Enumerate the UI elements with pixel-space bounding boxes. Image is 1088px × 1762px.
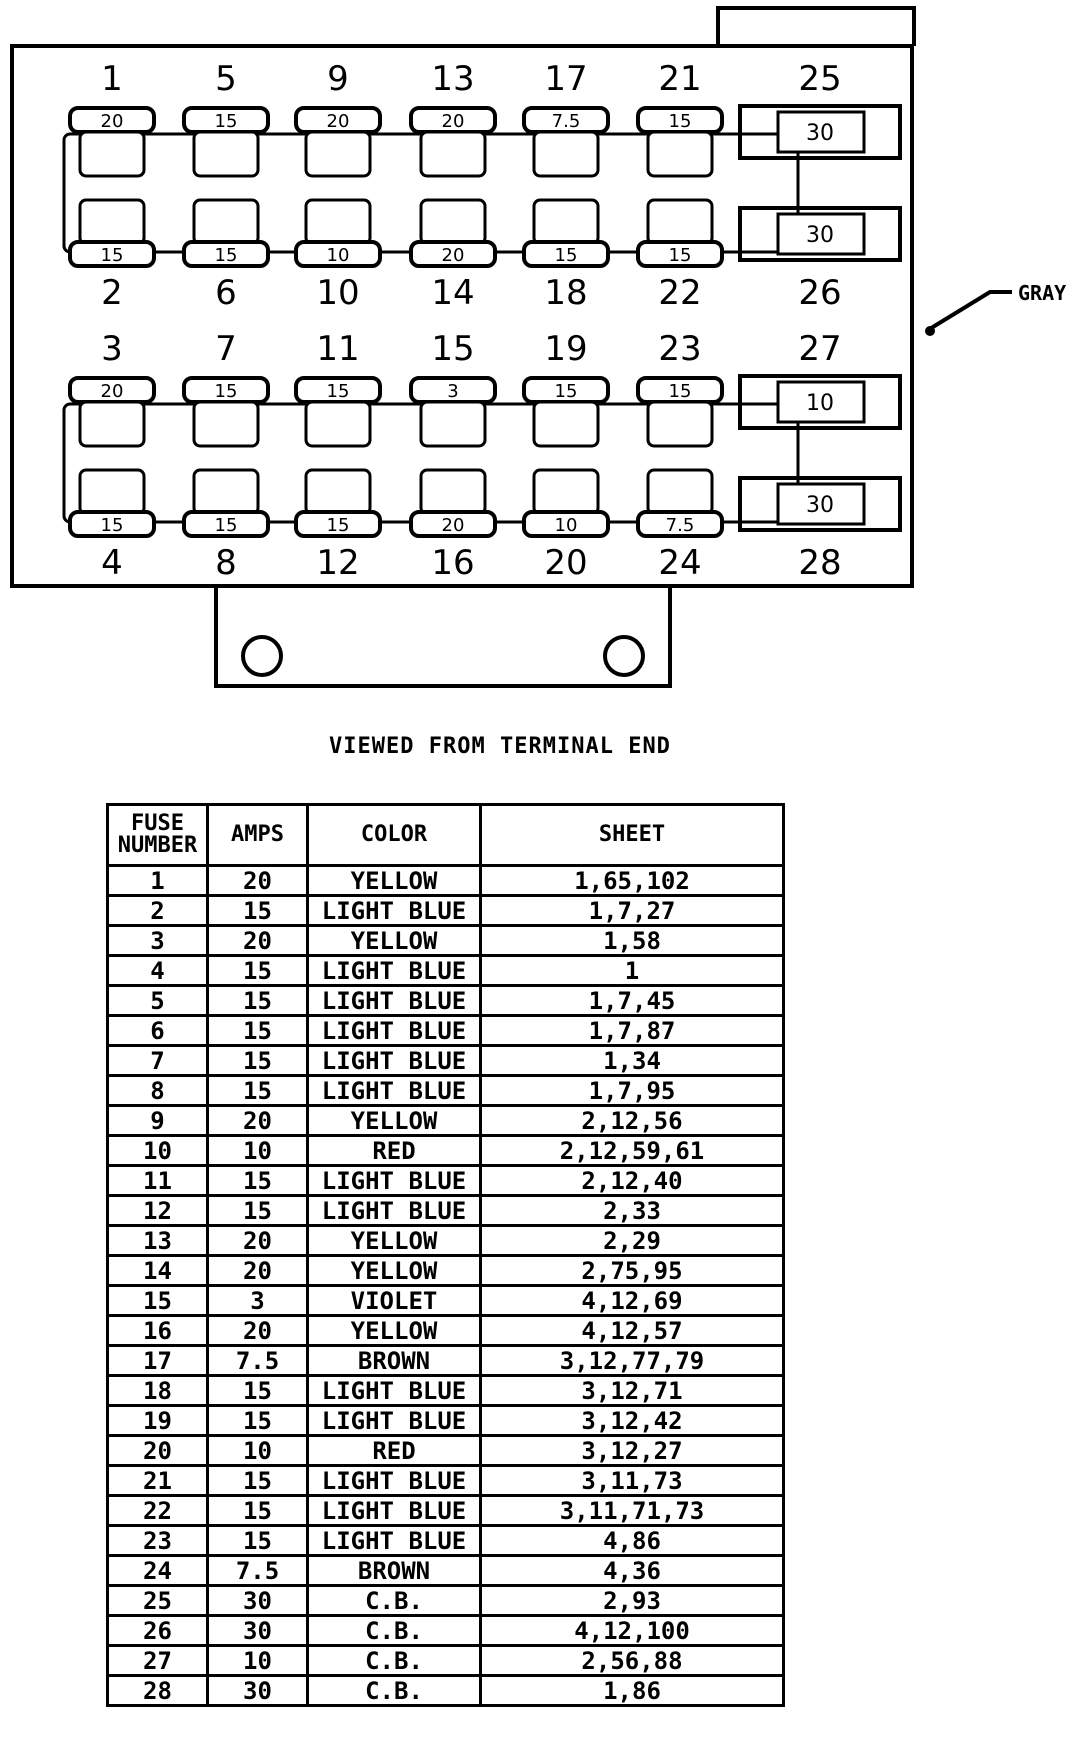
cell-fuse-number: 9 [108, 1106, 208, 1136]
housing-top-tab [718, 8, 914, 46]
cell-fuse-number: 27 [108, 1646, 208, 1676]
fuse-number-label: 11 [316, 329, 360, 369]
fuse-number-label: 22 [658, 273, 702, 313]
mounting-hole-right [605, 637, 643, 675]
cell-sheet: 2,33 [481, 1196, 784, 1226]
fuse-number-label: 24 [658, 543, 702, 583]
cell-sheet: 4,36 [481, 1556, 784, 1586]
cell-color: LIGHT BLUE [308, 896, 481, 926]
table-row [108, 1136, 784, 1166]
cell-fuse-number: 23 [108, 1526, 208, 1556]
table-row [108, 1226, 784, 1256]
cell-color: YELLOW [308, 1106, 481, 1136]
cell-fuse-number: 5 [108, 986, 208, 1016]
cell-color: BROWN [308, 1556, 481, 1586]
fuse-amp-rating: 15 [326, 381, 350, 402]
cell-sheet: 2,12,59,61 [481, 1136, 784, 1166]
cell-fuse-number: 18 [108, 1376, 208, 1406]
cell-amps: 30 [208, 1676, 308, 1706]
table-row [108, 1076, 784, 1106]
table-row [108, 1496, 784, 1526]
cell-fuse-number: 25 [108, 1586, 208, 1616]
cell-color: BROWN [308, 1346, 481, 1376]
fuse-terminal [648, 132, 712, 176]
breaker-amp-rating: 30 [806, 493, 834, 518]
header-fuse-number: FUSE NUMBER [108, 805, 208, 866]
fuse-number-label: 16 [431, 543, 475, 583]
fuse-number-label: 10 [316, 273, 360, 313]
cell-fuse-number: 3 [108, 926, 208, 956]
cell-fuse-number: 20 [108, 1436, 208, 1466]
fuse-amp-rating: 20 [441, 515, 465, 536]
cell-color: LIGHT BLUE [308, 1526, 481, 1556]
cell-color: YELLOW [308, 1226, 481, 1256]
fuse-terminal [306, 402, 370, 446]
fuse-terminal [421, 200, 485, 244]
cell-sheet: 3,11,71,73 [481, 1496, 784, 1526]
cell-color: RED [308, 1136, 481, 1166]
cell-fuse-number: 13 [108, 1226, 208, 1256]
fuse-number-label: 2 [101, 273, 123, 313]
cell-fuse-number: 7 [108, 1046, 208, 1076]
table-row [108, 1556, 784, 1586]
cell-fuse-number: 17 [108, 1346, 208, 1376]
cell-fuse-number: 2 [108, 896, 208, 926]
table-row [108, 1616, 784, 1646]
cell-sheet: 3,12,71 [481, 1376, 784, 1406]
cell-fuse-number: 6 [108, 1016, 208, 1046]
fuse-amp-rating: 15 [554, 245, 578, 266]
table-row [108, 1466, 784, 1496]
cell-amps: 15 [208, 1166, 308, 1196]
fuse-number-label: 15 [431, 329, 475, 369]
fuse-number-label: 18 [544, 273, 588, 313]
fuse-amp-rating: 15 [214, 515, 238, 536]
fuse-number-label: 13 [431, 59, 475, 99]
fuse-terminal [421, 132, 485, 176]
fuse-number-label: 4 [101, 543, 123, 583]
fuse-amp-rating: 15 [554, 381, 578, 402]
breaker-number-label: 26 [798, 273, 842, 313]
cell-sheet: 2,56,88 [481, 1646, 784, 1676]
cell-amps: 7.5 [208, 1556, 308, 1586]
table-row [108, 896, 784, 926]
cell-color: C.B. [308, 1616, 481, 1646]
cell-color: LIGHT BLUE [308, 1466, 481, 1496]
breaker-amp-rating: 30 [806, 121, 834, 146]
cell-amps: 15 [208, 1406, 308, 1436]
cell-fuse-number: 4 [108, 956, 208, 986]
table-row [108, 1166, 784, 1196]
cell-sheet: 2,12,56 [481, 1106, 784, 1136]
breaker-number-label: 25 [798, 59, 842, 99]
table-row [108, 1376, 784, 1406]
table-row [108, 1046, 784, 1076]
fuse-terminal [194, 470, 258, 514]
breaker-number-label: 28 [798, 543, 842, 583]
cell-amps: 7.5 [208, 1346, 308, 1376]
cell-fuse-number: 10 [108, 1136, 208, 1166]
cell-sheet: 4,12,69 [481, 1286, 784, 1316]
header-sheet: SHEET [481, 805, 784, 866]
fuse-amp-rating: 20 [441, 245, 465, 266]
fuse-amp-rating: 15 [100, 245, 124, 266]
mounting-tab [216, 586, 670, 686]
fuse-number-label: 23 [658, 329, 702, 369]
fuse-number-label: 6 [215, 273, 237, 313]
cell-amps: 20 [208, 926, 308, 956]
fuse-number-label: 20 [544, 543, 588, 583]
cell-sheet: 1,58 [481, 926, 784, 956]
fuse-amp-rating: 15 [214, 245, 238, 266]
fuse-terminal [648, 470, 712, 514]
cell-fuse-number: 12 [108, 1196, 208, 1226]
cell-amps: 15 [208, 986, 308, 1016]
cell-amps: 10 [208, 1646, 308, 1676]
cell-sheet: 1,65,102 [481, 866, 784, 896]
cell-color: LIGHT BLUE [308, 956, 481, 986]
fuse-table-body [108, 866, 784, 1706]
table-row [108, 1196, 784, 1226]
table-header-row [108, 805, 784, 866]
cell-color: LIGHT BLUE [308, 1406, 481, 1436]
cell-amps: 20 [208, 1256, 308, 1286]
fuse-terminal [534, 132, 598, 176]
fuse-amp-rating: 15 [214, 381, 238, 402]
fuse-number-label: 1 [101, 59, 123, 99]
cell-amps: 15 [208, 1196, 308, 1226]
fuse-amp-rating: 7.5 [665, 515, 695, 536]
header-amps: AMPS [208, 805, 308, 866]
table-row [108, 1436, 784, 1466]
cell-amps: 15 [208, 1496, 308, 1526]
housing-color-label: GRAY [1018, 281, 1067, 305]
cell-amps: 20 [208, 1316, 308, 1346]
fuse-terminal [534, 200, 598, 244]
fuse-table [106, 803, 785, 1707]
cell-color: YELLOW [308, 866, 481, 896]
cell-sheet: 1,7,87 [481, 1016, 784, 1046]
cell-amps: 10 [208, 1436, 308, 1466]
cell-fuse-number: 21 [108, 1466, 208, 1496]
fuse-amp-rating: 15 [214, 111, 238, 132]
view-caption: VIEWED FROM TERMINAL END [329, 734, 671, 759]
fuse-terminal [194, 132, 258, 176]
table-row [108, 1316, 784, 1346]
cell-amps: 20 [208, 1226, 308, 1256]
fuse-terminal [648, 402, 712, 446]
fuse-block-diagram [0, 0, 1088, 700]
cell-color: RED [308, 1436, 481, 1466]
fuse-amp-rating: 20 [100, 381, 124, 402]
fuse-amp-rating: 10 [554, 515, 578, 536]
cell-amps: 15 [208, 1016, 308, 1046]
fuse-number-label: 17 [544, 59, 588, 99]
cell-color: LIGHT BLUE [308, 1376, 481, 1406]
cell-amps: 20 [208, 866, 308, 896]
cell-fuse-number: 28 [108, 1676, 208, 1706]
cell-amps: 15 [208, 1076, 308, 1106]
cell-color: LIGHT BLUE [308, 1496, 481, 1526]
cell-amps: 10 [208, 1136, 308, 1166]
cell-fuse-number: 14 [108, 1256, 208, 1286]
cell-sheet: 1,7,95 [481, 1076, 784, 1106]
fuse-amp-rating: 20 [441, 111, 465, 132]
cell-amps: 20 [208, 1106, 308, 1136]
table-row [108, 1106, 784, 1136]
fuse-amp-rating: 15 [100, 515, 124, 536]
cell-amps: 15 [208, 1526, 308, 1556]
cell-sheet: 4,12,100 [481, 1616, 784, 1646]
cell-color: VIOLET [308, 1286, 481, 1316]
fuse-number-label: 9 [327, 59, 349, 99]
fuse-terminal [194, 200, 258, 244]
cell-sheet: 4,12,57 [481, 1316, 784, 1346]
cell-color: LIGHT BLUE [308, 1076, 481, 1106]
table-row [108, 866, 784, 896]
cell-sheet: 1 [481, 956, 784, 986]
table-row [108, 956, 784, 986]
cell-sheet: 2,12,40 [481, 1166, 784, 1196]
cell-color: YELLOW [308, 1316, 481, 1346]
table-row [108, 1016, 784, 1046]
fuse-terminal [80, 132, 144, 176]
table-row [108, 1346, 784, 1376]
fuse-terminal [306, 132, 370, 176]
header-color: COLOR [308, 805, 481, 866]
cell-fuse-number: 24 [108, 1556, 208, 1586]
cell-sheet: 2,29 [481, 1226, 784, 1256]
fuse-terminal [80, 402, 144, 446]
table-row [108, 1676, 784, 1706]
cell-color: YELLOW [308, 1256, 481, 1286]
fuse-terminal [80, 200, 144, 244]
fuse-amp-rating: 7.5 [551, 111, 581, 132]
cell-sheet: 3,12,77,79 [481, 1346, 784, 1376]
cell-fuse-number: 19 [108, 1406, 208, 1436]
cell-sheet: 3,11,73 [481, 1466, 784, 1496]
table-row [108, 1526, 784, 1556]
fuse-amp-rating: 3 [447, 381, 459, 402]
cell-sheet: 2,75,95 [481, 1256, 784, 1286]
fuse-terminal [421, 470, 485, 514]
table-row [108, 1256, 784, 1286]
cell-sheet: 3,12,27 [481, 1436, 784, 1466]
fuse-number-label: 21 [658, 59, 702, 99]
table-row [108, 1406, 784, 1436]
cell-fuse-number: 26 [108, 1616, 208, 1646]
cell-fuse-number: 16 [108, 1316, 208, 1346]
fuse-amp-rating: 10 [326, 245, 350, 266]
fuse-number-label: 7 [215, 329, 237, 369]
fuse-amp-rating: 15 [668, 245, 692, 266]
cell-sheet: 2,93 [481, 1586, 784, 1616]
fuse-terminal [306, 470, 370, 514]
mounting-hole-left [243, 637, 281, 675]
cell-sheet: 4,86 [481, 1526, 784, 1556]
fuse-number-label: 19 [544, 329, 588, 369]
table-row [108, 986, 784, 1016]
table-row [108, 1586, 784, 1616]
fuse-amp-rating: 20 [100, 111, 124, 132]
cell-fuse-number: 1 [108, 866, 208, 896]
cell-sheet: 1,7,27 [481, 896, 784, 926]
cell-color: LIGHT BLUE [308, 986, 481, 1016]
cell-color: LIGHT BLUE [308, 1196, 481, 1226]
fuse-number-label: 5 [215, 59, 237, 99]
cell-amps: 15 [208, 896, 308, 926]
table-row [108, 1286, 784, 1316]
fuse-terminal [421, 402, 485, 446]
fuse-number-label: 8 [215, 543, 237, 583]
cell-amps: 3 [208, 1286, 308, 1316]
cell-sheet: 3,12,42 [481, 1406, 784, 1436]
gray-leader-line [928, 292, 1012, 330]
fuse-number-label: 3 [101, 329, 123, 369]
cell-fuse-number: 8 [108, 1076, 208, 1106]
breaker-amp-rating: 30 [806, 223, 834, 248]
cell-amps: 30 [208, 1586, 308, 1616]
cell-amps: 15 [208, 956, 308, 986]
cell-fuse-number: 22 [108, 1496, 208, 1526]
fuse-terminal [306, 200, 370, 244]
fuse-terminal [648, 200, 712, 244]
fuse-number-label: 14 [431, 273, 475, 313]
gray-leader-dot [925, 326, 935, 336]
cell-sheet: 1,34 [481, 1046, 784, 1076]
cell-amps: 15 [208, 1376, 308, 1406]
cell-amps: 15 [208, 1466, 308, 1496]
cell-color: C.B. [308, 1676, 481, 1706]
cell-color: LIGHT BLUE [308, 1166, 481, 1196]
breaker-amp-rating: 10 [806, 391, 834, 416]
fuse-amp-rating: 15 [326, 515, 350, 536]
cell-fuse-number: 15 [108, 1286, 208, 1316]
fuse-amp-rating: 20 [326, 111, 350, 132]
cell-color: YELLOW [308, 926, 481, 956]
table-row [108, 1646, 784, 1676]
fuse-terminal [194, 402, 258, 446]
cell-color: C.B. [308, 1586, 481, 1616]
cell-color: C.B. [308, 1646, 481, 1676]
cell-amps: 15 [208, 1046, 308, 1076]
breaker-number-label: 27 [798, 329, 842, 369]
cell-color: LIGHT BLUE [308, 1016, 481, 1046]
fuse-terminal [534, 470, 598, 514]
table-row [108, 926, 784, 956]
cell-color: LIGHT BLUE [308, 1046, 481, 1076]
cell-sheet: 1,86 [481, 1676, 784, 1706]
fuse-terminal [534, 402, 598, 446]
fuse-number-label: 12 [316, 543, 360, 583]
cell-fuse-number: 11 [108, 1166, 208, 1196]
fuse-amp-rating: 15 [668, 111, 692, 132]
cell-sheet: 1,7,45 [481, 986, 784, 1016]
fuse-amp-rating: 15 [668, 381, 692, 402]
fuse-terminal [80, 470, 144, 514]
cell-amps: 30 [208, 1616, 308, 1646]
